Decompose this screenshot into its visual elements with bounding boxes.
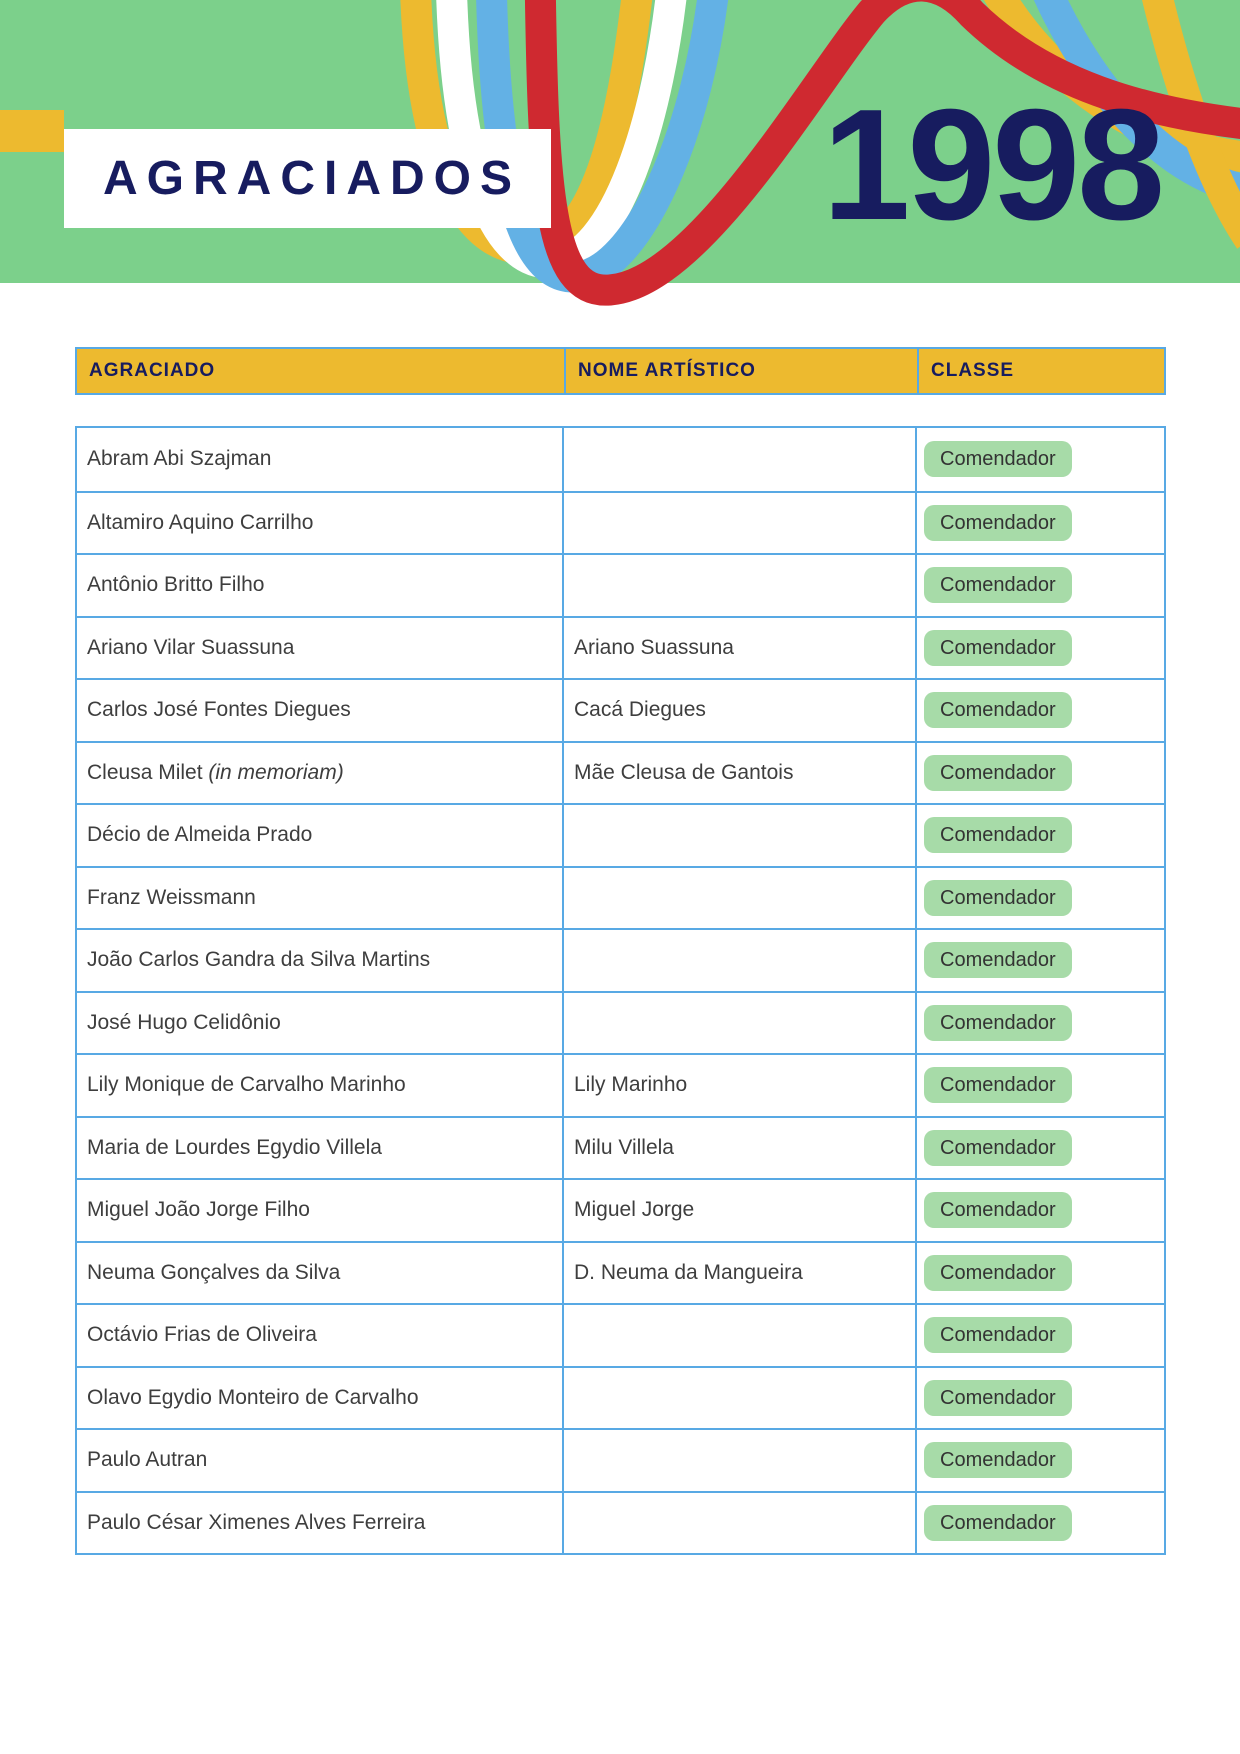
- cell-nome-artistico: Mãe Cleusa de Gantois: [562, 743, 915, 804]
- classe-badge: Comendador: [924, 942, 1072, 978]
- cell-nome-artistico: [562, 868, 915, 929]
- cell-classe: [915, 1180, 1164, 1241]
- classe-badge: Comendador: [924, 1255, 1072, 1291]
- table-header-row: [75, 347, 1166, 395]
- honoree-name: Neuma Gonçalves da Silva: [87, 1260, 341, 1284]
- table-row: [77, 928, 1164, 991]
- cell-nome-artistico: [562, 930, 915, 991]
- table-row: [77, 803, 1164, 866]
- table-row: [77, 1491, 1164, 1554]
- table-row: [77, 1116, 1164, 1179]
- page-title-box: [64, 129, 551, 228]
- classe-badge: Comendador: [924, 1317, 1072, 1353]
- classe-badge: Comendador: [924, 755, 1072, 791]
- honoree-name: Carlos José Fontes Diegues: [87, 698, 351, 722]
- table-row: [77, 616, 1164, 679]
- cell-agraciado: [77, 743, 562, 804]
- cell-agraciado: [77, 680, 562, 741]
- cell-agraciado: [77, 1243, 562, 1304]
- table-row: [77, 1053, 1164, 1116]
- page-title: AGRACIADOS: [102, 152, 521, 205]
- table-row: [77, 428, 1164, 491]
- cell-agraciado: [77, 993, 562, 1054]
- cell-agraciado: [77, 428, 562, 491]
- table-body: [75, 426, 1166, 1555]
- table-row: [77, 1428, 1164, 1491]
- classe-badge: Comendador: [924, 1005, 1072, 1041]
- cell-classe: [915, 1118, 1164, 1179]
- cell-agraciado: [77, 493, 562, 554]
- cell-agraciado: [77, 930, 562, 991]
- classe-badge: Comendador: [924, 1130, 1072, 1166]
- cell-nome-artistico: [562, 493, 915, 554]
- honoree-name: Décio de Almeida Prado: [87, 823, 313, 847]
- banner: [0, 0, 1240, 310]
- cell-agraciado: [77, 618, 562, 679]
- honoree-name: Olavo Egydio Monteiro de Carvalho: [87, 1385, 419, 1409]
- cell-nome-artistico: D. Neuma da Mangueira: [562, 1243, 915, 1304]
- honoree-name: João Carlos Gandra da Silva Martins: [87, 948, 431, 972]
- column-header-nome-artistico: NOME ARTÍSTICO: [564, 349, 917, 393]
- classe-badge: Comendador: [924, 505, 1072, 541]
- cell-nome-artistico: [562, 1430, 915, 1491]
- cell-classe: [915, 618, 1164, 679]
- cell-classe: [915, 493, 1164, 554]
- cell-nome-artistico: [562, 993, 915, 1054]
- cell-classe: [915, 555, 1164, 616]
- classe-badge: Comendador: [924, 630, 1072, 666]
- cell-classe: [915, 1493, 1164, 1554]
- cell-nome-artistico: Ariano Suassuna: [562, 618, 915, 679]
- cell-classe: [915, 993, 1164, 1054]
- classe-badge: Comendador: [924, 567, 1072, 603]
- honoree-name: Miguel João Jorge Filho: [87, 1198, 310, 1222]
- cell-classe: [915, 743, 1164, 804]
- cell-nome-artistico: [562, 805, 915, 866]
- cell-classe: [915, 805, 1164, 866]
- table-row: [77, 866, 1164, 929]
- cell-classe: [915, 428, 1164, 491]
- yellow-accent-bar: [0, 110, 64, 152]
- honoree-name: Lily Monique de Carvalho Marinho: [87, 1073, 406, 1097]
- cell-agraciado: [77, 1055, 562, 1116]
- classe-badge: Comendador: [924, 1067, 1072, 1103]
- cell-classe: [915, 680, 1164, 741]
- table-row: [77, 1241, 1164, 1304]
- cell-nome-artistico: Lily Marinho: [562, 1055, 915, 1116]
- honorees-table: [75, 347, 1166, 1555]
- cell-agraciado: [77, 805, 562, 866]
- honoree-name: Paulo César Ximenes Alves Ferreira: [87, 1510, 426, 1534]
- classe-badge: Comendador: [924, 1442, 1072, 1478]
- classe-badge: Comendador: [924, 817, 1072, 853]
- honoree-name: Cleusa Milet: [87, 760, 203, 784]
- classe-badge: Comendador: [924, 1380, 1072, 1416]
- honoree-name: Paulo Autran: [87, 1448, 208, 1472]
- cell-nome-artistico: [562, 1493, 915, 1554]
- table-row: [77, 991, 1164, 1054]
- cell-classe: [915, 930, 1164, 991]
- honoree-name: Ariano Vilar Suassuna: [87, 635, 295, 659]
- cell-nome-artistico: [562, 1368, 915, 1429]
- honoree-name: José Hugo Celidônio: [87, 1010, 281, 1034]
- cell-classe: [915, 1368, 1164, 1429]
- honoree-name: Franz Weissmann: [87, 885, 256, 909]
- cell-nome-artistico: [562, 428, 915, 491]
- cell-classe: [915, 1055, 1164, 1116]
- table-row: [77, 1178, 1164, 1241]
- table-row: [77, 491, 1164, 554]
- cell-agraciado: [77, 1493, 562, 1554]
- honoree-name: Altamiro Aquino Carrilho: [87, 510, 314, 534]
- cell-agraciado: [77, 1430, 562, 1491]
- classe-badge: Comendador: [924, 1505, 1072, 1541]
- cell-nome-artistico: [562, 1305, 915, 1366]
- cell-nome-artistico: [562, 555, 915, 616]
- column-header-classe: CLASSE: [917, 349, 1164, 393]
- cell-classe: [915, 868, 1164, 929]
- cell-agraciado: [77, 868, 562, 929]
- honoree-name: Abram Abi Szajman: [87, 447, 272, 471]
- column-header-agraciado: AGRACIADO: [89, 360, 216, 381]
- table-row: [77, 678, 1164, 741]
- table-row: [77, 1366, 1164, 1429]
- cell-agraciado: [77, 1305, 562, 1366]
- cell-agraciado: [77, 1368, 562, 1429]
- cell-nome-artistico: Miguel Jorge: [562, 1180, 915, 1241]
- classe-badge: Comendador: [924, 692, 1072, 728]
- honoree-name: Maria de Lourdes Egydio Villela: [87, 1135, 382, 1159]
- cell-nome-artistico: Milu Villela: [562, 1118, 915, 1179]
- classe-badge: Comendador: [924, 880, 1072, 916]
- in-memoriam-note: (in memoriam): [202, 760, 344, 784]
- cell-classe: [915, 1243, 1164, 1304]
- classe-badge: Comendador: [924, 441, 1072, 477]
- honoree-name: Antônio Britto Filho: [87, 573, 265, 597]
- honoree-name: Octávio Frias de Oliveira: [87, 1323, 317, 1347]
- cell-classe: [915, 1430, 1164, 1491]
- table-row: [77, 741, 1164, 804]
- cell-agraciado: [77, 555, 562, 616]
- classe-badge: Comendador: [924, 1192, 1072, 1228]
- year-label: 1998: [822, 77, 1162, 253]
- cell-agraciado: [77, 1180, 562, 1241]
- table-row: [77, 553, 1164, 616]
- cell-agraciado: [77, 1118, 562, 1179]
- table-row: [77, 1303, 1164, 1366]
- cell-nome-artistico: Cacá Diegues: [562, 680, 915, 741]
- cell-classe: [915, 1305, 1164, 1366]
